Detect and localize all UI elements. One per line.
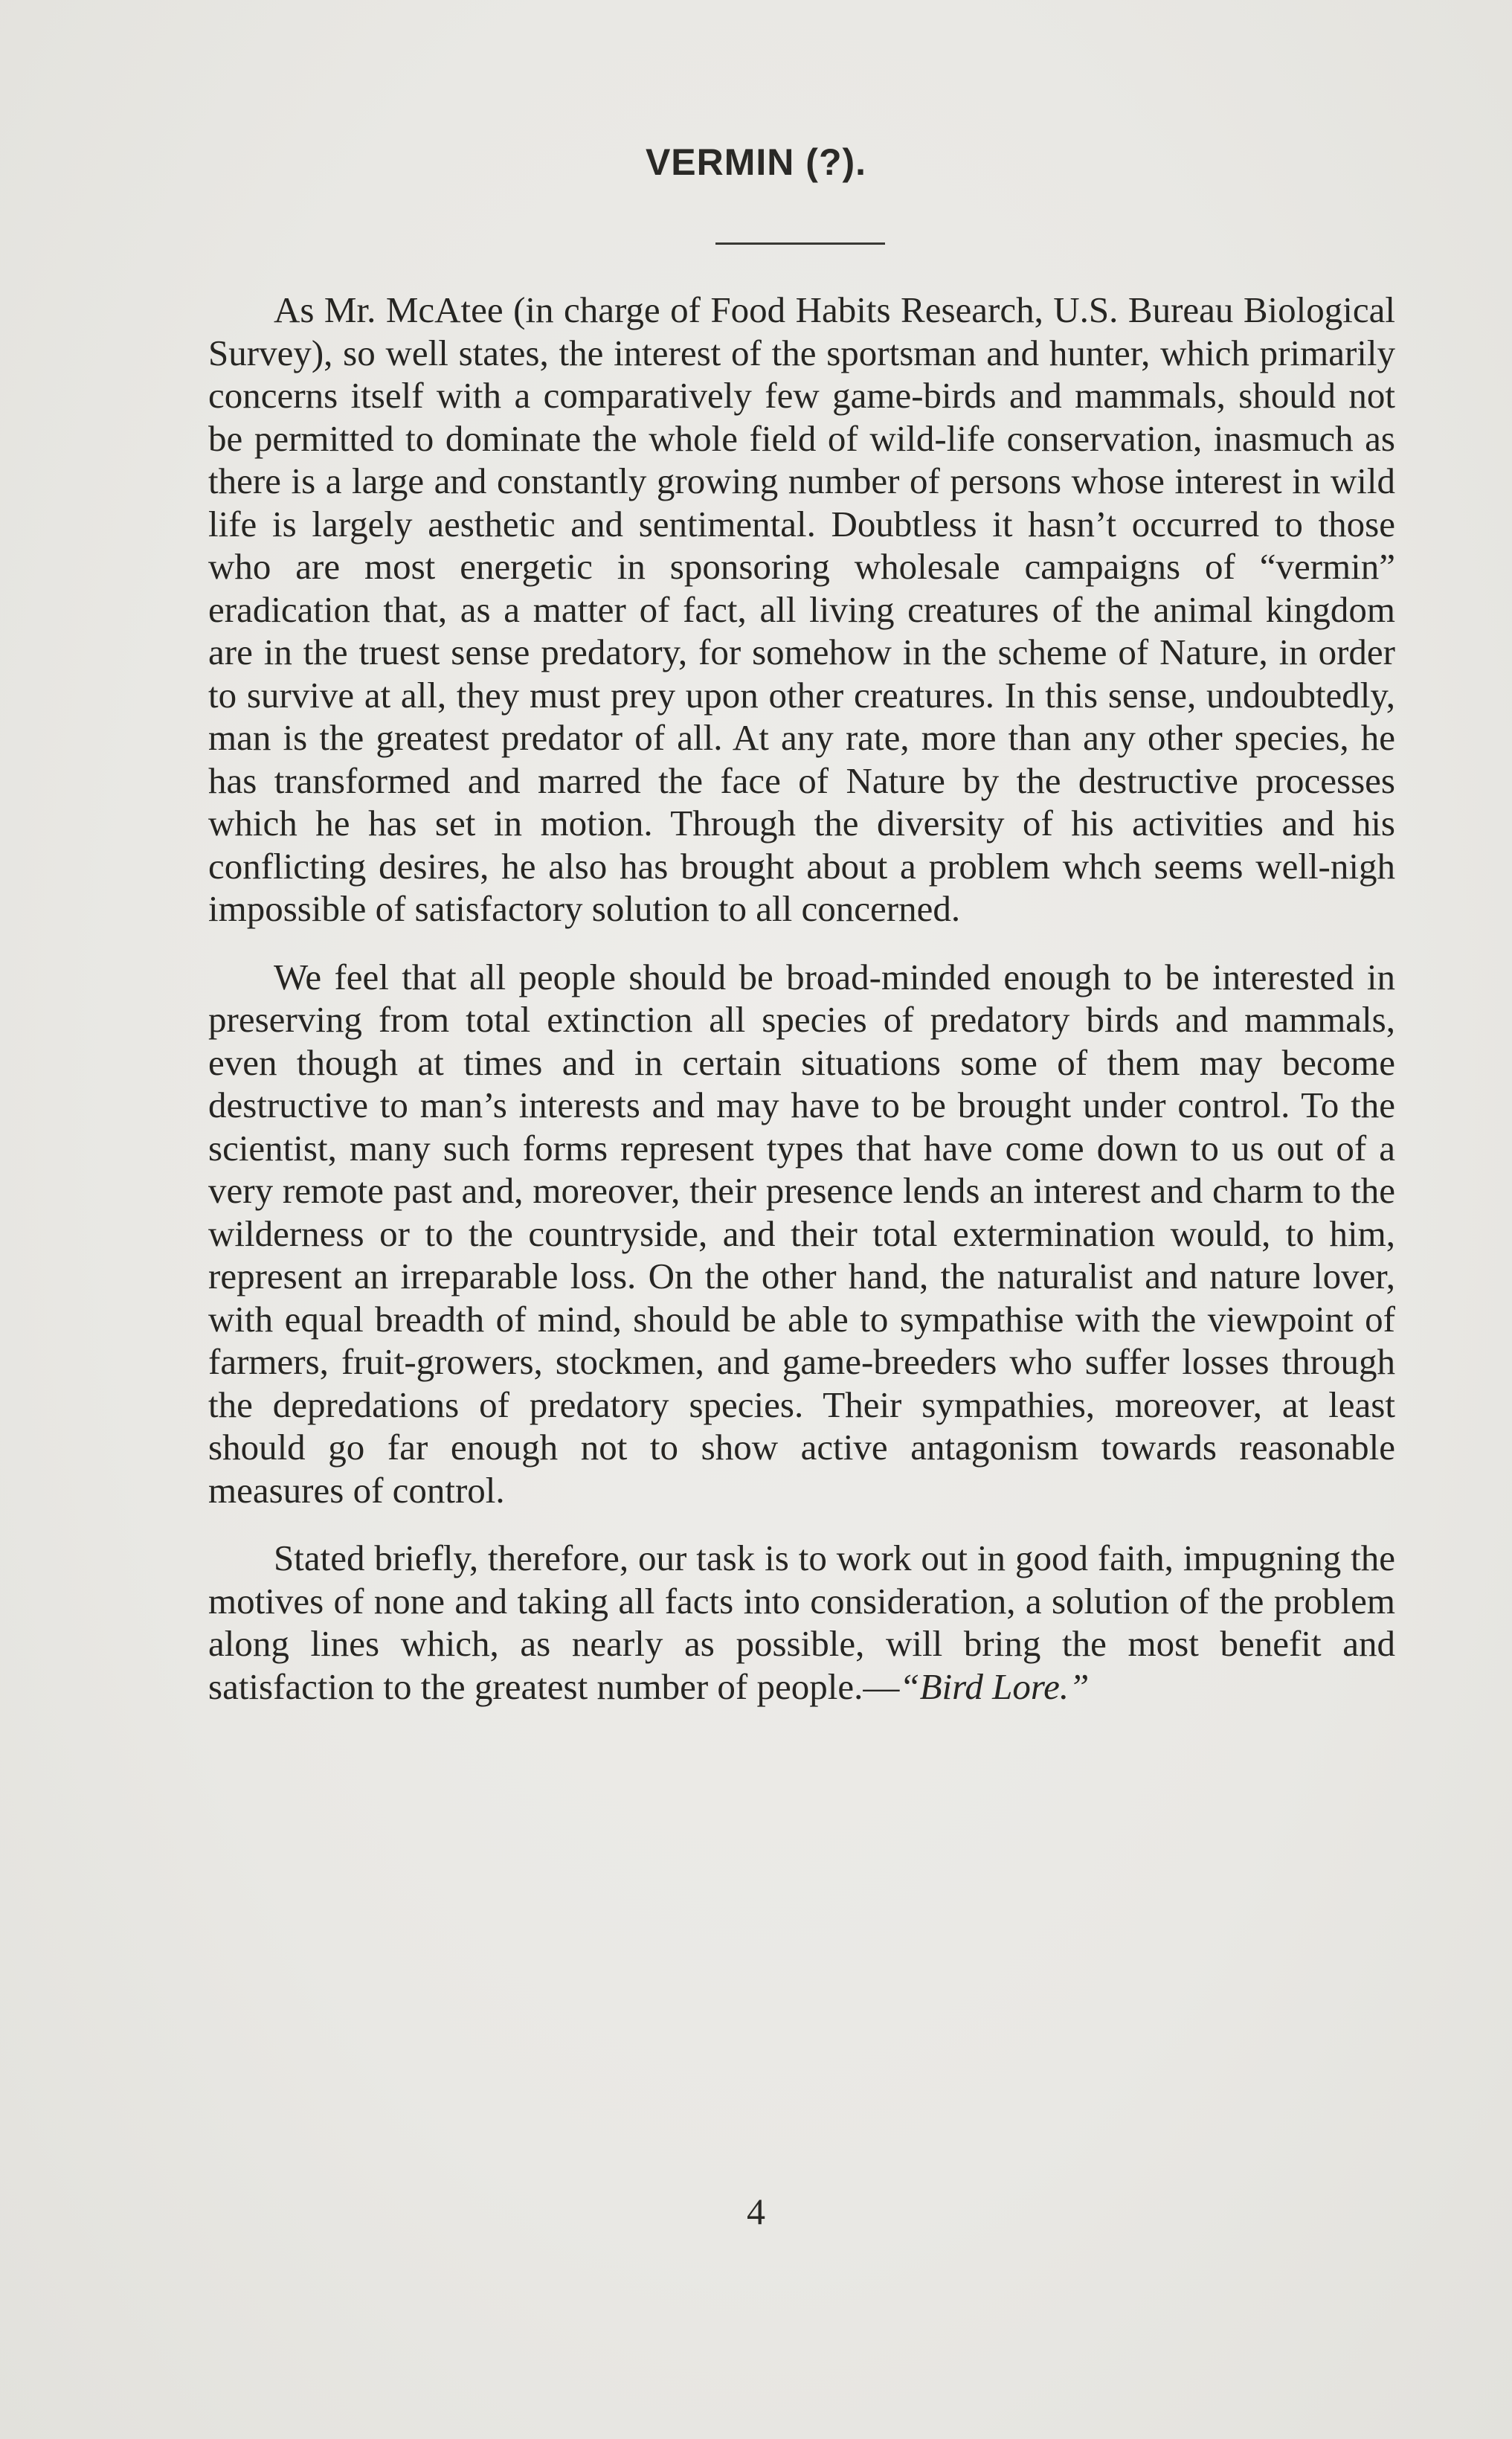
paragraph-3-text: Stated briefly, therefore, our task is to work out in good faith, impugning the motives of none and taking all facts into consideration, a solution of the problem along lines which, as nearly as possible, will bring the most benefit and satisfaction to the greatest number of people.— [208,1537,1395,1707]
paragraph-3 [208,1537,1395,1708]
source-attribution: “Bird Lore.” [899,1665,1090,1707]
article-title: VERMIN (?). [645,141,867,183]
page-number: 4 [747,2191,765,2232]
paragraph-2: We feel that all people should be broad-minded enough to be interested in preserving from total extinction all species of predatory birds and mammals, even though at times and in certain situations some of them may become destructive to man’s interests and may have to be brought under control. To the scientist, many such forms represent types that have come down to us out of a very remote past and, moreover, their presence lends an interest and charm to the wilderness or to the countryside, and their total extermination would, to him, represent an irreparable loss. On the other hand, the naturalist and nature lover, with equal breadth of mind, should be able to sympathise with the viewpoint of farmers, fruit-growers, stockmen, and game-breeders who suffer losses through the depredations of predatory species. Their sympathies, moreover, at least should go far enough not to show active antagonism towards reasonable measures of control. [208,956,1395,1511]
paragraph-1: As Mr. McAtee (in charge of Food Habits Research, U.S. Bureau Biological Survey), so well states, the interest of the sportsman and hunter, which primarily concerns itself with a comparatively few game-birds and mammals, should not be permitted to dominate the whole field of wild-life conservation, inasmuch as there is a large and constantly growing number of persons whose interest in wild life is largely aesthetic and sentimental. Doubtless it hasn’t occurred to those who are most energetic in sponsoring wholesale campaigns of “vermin” eradication that, as a matter of fact, all living creatures of the animal kingdom are in the truest sense predatory, for somehow in the scheme of Nature, in order to survive at all, they must prey upon other creatures. In this sense, undoubtedly, man is the greatest predator of all. At any rate, more than any other species, he has transformed and marred the face of Nature by the destructive processes which he has set in motion. Through the diversity of his activities and his conflicting desires, he also has brought about a problem whch seems well-nigh impossible of satisfactory solution to all concerned. [208,289,1395,929]
article-body [208,289,1395,1708]
title-divider [715,242,885,245]
